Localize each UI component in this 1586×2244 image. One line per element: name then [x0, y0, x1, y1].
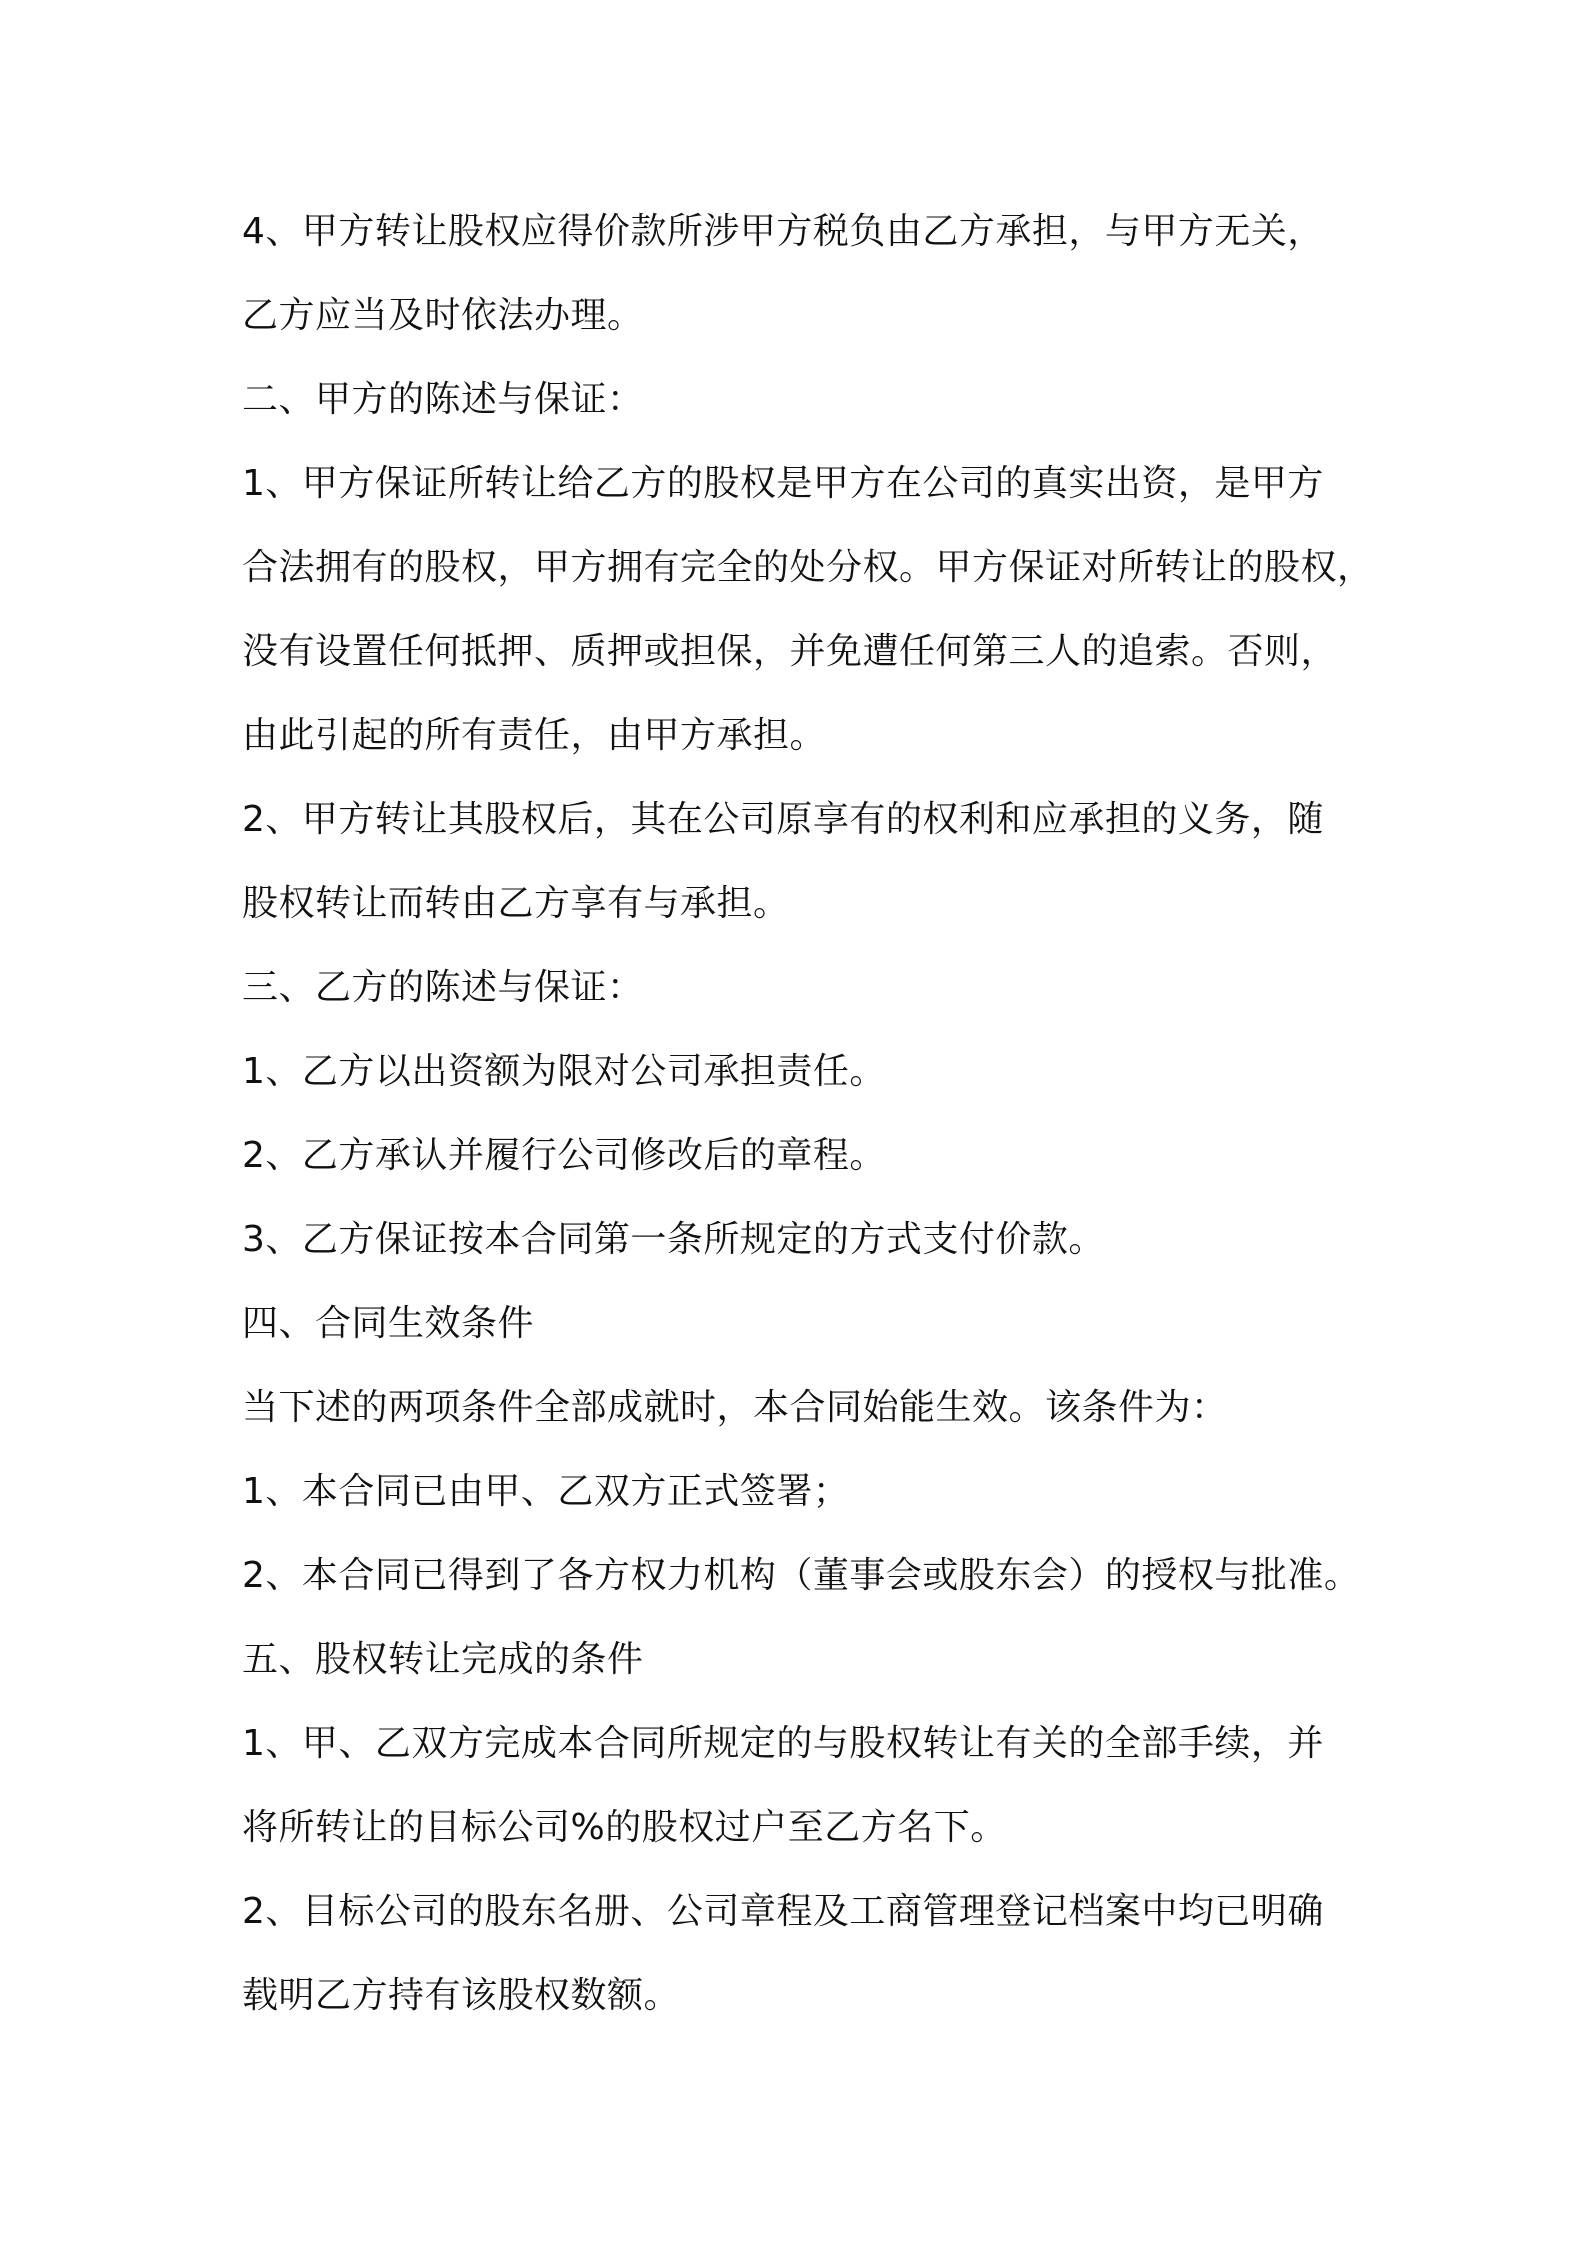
text-line: 2、本合同已得到了各方权力机构（董事会或股东会）的授权与批准。 [242, 1555, 1361, 1596]
text-line: 2、甲方转让其股权后，其在公司原享有的权利和应承担的义务，随 [242, 799, 1324, 840]
section-heading: 五、股权转让完成的条件 [242, 1639, 644, 1680]
text-line: 股权转让而转由乙方享有与承担。 [242, 883, 790, 924]
text-line: 1、乙方以出资额为限对公司承担责任。 [242, 1051, 886, 1092]
section-heading: 二、甲方的陈述与保证： [242, 379, 644, 420]
section-heading: 四、合同生效条件 [242, 1303, 535, 1344]
text-line: 当下述的两项条件全部成就时，本合同始能生效。该条件为： [242, 1387, 1228, 1428]
text-line: 1、甲、乙双方完成本合同所规定的与股权转让有关的全部手续，并 [242, 1723, 1324, 1764]
section-heading: 三、乙方的陈述与保证： [242, 967, 644, 1008]
text-line: 载明乙方持有该股权数额。 [242, 1975, 681, 2016]
document-body [242, 190, 1382, 2038]
text-line: 合法拥有的股权，甲方拥有完全的处分权。甲方保证对所转让的股权， [242, 547, 1374, 588]
text-line: 3、乙方保证按本合同第一条所规定的方式支付价款。 [242, 1219, 1105, 1260]
text-line: 4、甲方转让股权应得价款所涉甲方税负由乙方承担，与甲方无关， [242, 211, 1324, 252]
text-line: 由此引起的所有责任，由甲方承担。 [242, 715, 827, 756]
text-line: 1、本合同已由甲、乙双方正式签署； [242, 1471, 850, 1512]
text-line: 2、目标公司的股东名册、公司章程及工商管理登记档案中均已明确 [242, 1891, 1324, 1932]
text-line: 没有设置任何抵押、质押或担保，并免遭任何第三人的追索。否则， [242, 631, 1338, 672]
text-line: 1、甲方保证所转让给乙方的股权是甲方在公司的真实出资，是甲方 [242, 463, 1324, 504]
text-line: 将所转让的目标公司%的股权过户至乙方名下。 [242, 1807, 1007, 1848]
text-line: 2、乙方承认并履行公司修改后的章程。 [242, 1135, 886, 1176]
text-line: 乙方应当及时依法办理。 [242, 295, 644, 336]
